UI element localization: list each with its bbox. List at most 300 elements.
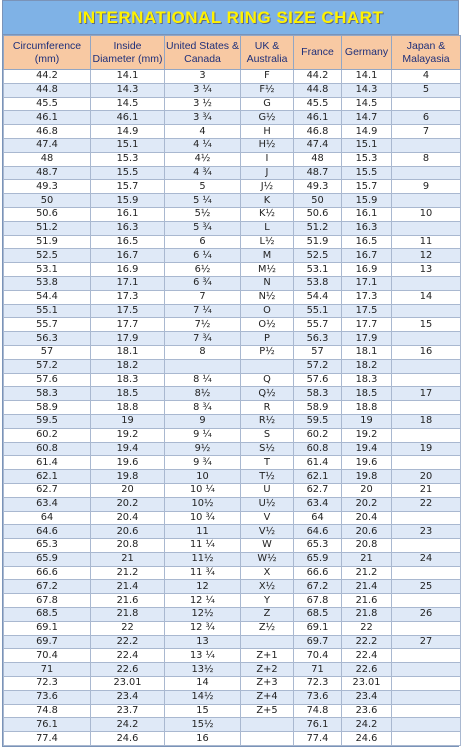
cell-inside-diameter: 23.4 [91, 690, 165, 704]
cell-france: 65.3 [294, 539, 342, 553]
cell-germany: 14.1 [342, 70, 392, 84]
cell-us-canada: 13 [165, 635, 241, 649]
cell-germany: 20.4 [342, 511, 392, 525]
col-header-japan-malayasia: Japan & Malayasia [392, 36, 461, 70]
cell-us-canada: 11 ¾ [165, 566, 241, 580]
cell-japan-malayasia: 19 [392, 442, 461, 456]
table-row [4, 635, 461, 649]
table-row [4, 718, 461, 732]
cell-inside-diameter: 24.2 [91, 718, 165, 732]
cell-germany: 19 [342, 414, 392, 428]
cell-us-canada: 11 ¼ [165, 539, 241, 553]
table-row [4, 483, 461, 497]
cell-circumference: 45.5 [4, 97, 91, 111]
cell-us-canada: 5 [165, 180, 241, 194]
col-header-circumference: Circumference (mm) [4, 36, 91, 70]
cell-inside-diameter: 17.5 [91, 304, 165, 318]
cell-us-canada: 15 [165, 704, 241, 718]
header-row [4, 36, 461, 70]
cell-us-canada: 5 ¼ [165, 194, 241, 208]
table-row [4, 332, 461, 346]
cell-japan-malayasia [392, 332, 461, 346]
table-row [4, 249, 461, 263]
cell-inside-diameter: 14.3 [91, 83, 165, 97]
table-row [4, 732, 461, 746]
cell-france: 59.5 [294, 414, 342, 428]
cell-germany: 20.6 [342, 525, 392, 539]
cell-inside-diameter: 18.5 [91, 387, 165, 401]
cell-germany: 22 [342, 621, 392, 635]
cell-japan-malayasia [392, 649, 461, 663]
table-row [4, 152, 461, 166]
table-row [4, 207, 461, 221]
cell-japan-malayasia [392, 166, 461, 180]
cell-circumference: 54.4 [4, 290, 91, 304]
cell-inside-diameter: 16.9 [91, 263, 165, 277]
cell-us-canada: 8 ¼ [165, 373, 241, 387]
cell-france: 53.8 [294, 276, 342, 290]
cell-japan-malayasia: 17 [392, 387, 461, 401]
cell-japan-malayasia: 5 [392, 83, 461, 97]
cell-germany: 15.5 [342, 166, 392, 180]
cell-france: 69.1 [294, 621, 342, 635]
cell-circumference: 55.1 [4, 304, 91, 318]
cell-japan-malayasia [392, 401, 461, 415]
cell-uk-australia [241, 718, 294, 732]
cell-france: 48.7 [294, 166, 342, 180]
cell-germany: 20 [342, 483, 392, 497]
cell-inside-diameter: 20.4 [91, 511, 165, 525]
cell-us-canada: 14½ [165, 690, 241, 704]
table-row [4, 442, 461, 456]
cell-uk-australia: T½ [241, 470, 294, 484]
cell-uk-australia: O½ [241, 318, 294, 332]
table-row [4, 566, 461, 580]
ring-size-chart [2, 0, 459, 747]
cell-france: 65.9 [294, 552, 342, 566]
table-row [4, 663, 461, 677]
cell-inside-diameter: 15.3 [91, 152, 165, 166]
table-row [4, 525, 461, 539]
cell-germany: 18.1 [342, 345, 392, 359]
cell-uk-australia: X [241, 566, 294, 580]
cell-uk-australia: Z [241, 608, 294, 622]
cell-inside-diameter: 46.1 [91, 111, 165, 125]
cell-us-canada: 12 ¼ [165, 594, 241, 608]
cell-us-canada: 8½ [165, 387, 241, 401]
cell-us-canada: 8 ¾ [165, 401, 241, 415]
cell-us-canada: 11½ [165, 552, 241, 566]
cell-france: 46.1 [294, 111, 342, 125]
cell-us-canada: 4 ¼ [165, 138, 241, 152]
cell-circumference: 65.9 [4, 552, 91, 566]
cell-france: 57.6 [294, 373, 342, 387]
cell-germany: 20.2 [342, 497, 392, 511]
cell-france: 50.6 [294, 207, 342, 221]
cell-japan-malayasia: 11 [392, 235, 461, 249]
table-row [4, 594, 461, 608]
cell-japan-malayasia: 15 [392, 318, 461, 332]
cell-uk-australia: P [241, 332, 294, 346]
cell-us-canada: 11 [165, 525, 241, 539]
cell-france: 52.5 [294, 249, 342, 263]
table-row [4, 138, 461, 152]
cell-france: 51.9 [294, 235, 342, 249]
cell-japan-malayasia: 25 [392, 580, 461, 594]
cell-inside-diameter: 14.1 [91, 70, 165, 84]
cell-germany: 18.5 [342, 387, 392, 401]
cell-japan-malayasia [392, 594, 461, 608]
cell-us-canada: 6 [165, 235, 241, 249]
table-body [4, 70, 461, 746]
cell-germany: 15.7 [342, 180, 392, 194]
cell-us-canada: 12 ¾ [165, 621, 241, 635]
cell-circumference: 61.4 [4, 456, 91, 470]
cell-inside-diameter: 21.8 [91, 608, 165, 622]
cell-france: 66.6 [294, 566, 342, 580]
cell-circumference: 55.7 [4, 318, 91, 332]
table-row [4, 125, 461, 139]
table-row [4, 608, 461, 622]
cell-germany: 21.2 [342, 566, 392, 580]
cell-france: 72.3 [294, 677, 342, 691]
cell-germany: 17.9 [342, 332, 392, 346]
cell-france: 47.4 [294, 138, 342, 152]
cell-japan-malayasia [392, 539, 461, 553]
cell-uk-australia: Z+4 [241, 690, 294, 704]
cell-circumference: 51.9 [4, 235, 91, 249]
cell-us-canada: 13 ¼ [165, 649, 241, 663]
cell-germany: 16.1 [342, 207, 392, 221]
table-row [4, 166, 461, 180]
cell-france: 64.6 [294, 525, 342, 539]
cell-japan-malayasia [392, 511, 461, 525]
cell-uk-australia: Q [241, 373, 294, 387]
chart-title: INTERNATIONAL RING SIZE CHART [3, 1, 458, 35]
cell-japan-malayasia: 26 [392, 608, 461, 622]
table-row [4, 552, 461, 566]
table-row [4, 690, 461, 704]
cell-germany: 16.7 [342, 249, 392, 263]
cell-circumference: 46.1 [4, 111, 91, 125]
cell-inside-diameter: 21.2 [91, 566, 165, 580]
table-row [4, 276, 461, 290]
cell-uk-australia [241, 732, 294, 746]
cell-germany: 22.6 [342, 663, 392, 677]
cell-circumference: 50.6 [4, 207, 91, 221]
cell-japan-malayasia: 24 [392, 552, 461, 566]
cell-circumference: 77.4 [4, 732, 91, 746]
cell-japan-malayasia [392, 276, 461, 290]
cell-germany: 15.1 [342, 138, 392, 152]
cell-uk-australia: Z+2 [241, 663, 294, 677]
cell-circumference: 58.9 [4, 401, 91, 415]
cell-us-canada: 8 [165, 345, 241, 359]
cell-uk-australia: N [241, 276, 294, 290]
cell-uk-australia: J [241, 166, 294, 180]
cell-germany: 22.2 [342, 635, 392, 649]
table-row [4, 456, 461, 470]
cell-inside-diameter: 24.6 [91, 732, 165, 746]
cell-japan-malayasia: 8 [392, 152, 461, 166]
table-row [4, 580, 461, 594]
cell-us-canada: 10 ¼ [165, 483, 241, 497]
cell-uk-australia: Z+3 [241, 677, 294, 691]
table-row [4, 70, 461, 84]
cell-circumference: 68.5 [4, 608, 91, 622]
cell-us-canada: 7 ¾ [165, 332, 241, 346]
cell-japan-malayasia: 14 [392, 290, 461, 304]
cell-us-canada: 9 ¾ [165, 456, 241, 470]
cell-japan-malayasia [392, 621, 461, 635]
table-row [4, 539, 461, 553]
cell-us-canada: 3 ½ [165, 97, 241, 111]
cell-france: 77.4 [294, 732, 342, 746]
cell-germany: 17.1 [342, 276, 392, 290]
cell-circumference: 72.3 [4, 677, 91, 691]
cell-us-canada: 10 [165, 470, 241, 484]
cell-germany: 24.2 [342, 718, 392, 732]
cell-circumference: 60.8 [4, 442, 91, 456]
cell-france: 55.7 [294, 318, 342, 332]
cell-japan-malayasia [392, 428, 461, 442]
col-header-france: France [294, 36, 342, 70]
cell-us-canada: 16 [165, 732, 241, 746]
col-header-inside-diameter: Inside Diameter (mm) [91, 36, 165, 70]
cell-circumference: 50 [4, 194, 91, 208]
cell-uk-australia: K [241, 194, 294, 208]
cell-japan-malayasia: 10 [392, 207, 461, 221]
cell-circumference: 60.2 [4, 428, 91, 442]
cell-inside-diameter: 20 [91, 483, 165, 497]
cell-inside-diameter: 22 [91, 621, 165, 635]
cell-germany: 23.6 [342, 704, 392, 718]
cell-inside-diameter: 15.1 [91, 138, 165, 152]
table-row [4, 180, 461, 194]
cell-uk-australia: I [241, 152, 294, 166]
cell-france: 55.1 [294, 304, 342, 318]
cell-uk-australia: M [241, 249, 294, 263]
table-row [4, 290, 461, 304]
cell-uk-australia: Z+1 [241, 649, 294, 663]
cell-france: 46.8 [294, 125, 342, 139]
cell-uk-australia [241, 359, 294, 373]
cell-circumference: 56.3 [4, 332, 91, 346]
cell-circumference: 48.7 [4, 166, 91, 180]
cell-circumference: 70.4 [4, 649, 91, 663]
cell-germany: 14.3 [342, 83, 392, 97]
cell-inside-diameter: 16.7 [91, 249, 165, 263]
table-row [4, 359, 461, 373]
cell-france: 69.7 [294, 635, 342, 649]
cell-uk-australia: P½ [241, 345, 294, 359]
cell-inside-diameter: 22.6 [91, 663, 165, 677]
cell-france: 57.2 [294, 359, 342, 373]
cell-us-canada: 7 [165, 290, 241, 304]
cell-germany: 16.3 [342, 221, 392, 235]
table-row [4, 97, 461, 111]
cell-japan-malayasia: 21 [392, 483, 461, 497]
cell-inside-diameter: 17.9 [91, 332, 165, 346]
cell-japan-malayasia: 20 [392, 470, 461, 484]
cell-circumference: 62.1 [4, 470, 91, 484]
cell-japan-malayasia [392, 677, 461, 691]
cell-inside-diameter: 21.4 [91, 580, 165, 594]
cell-uk-australia: J½ [241, 180, 294, 194]
cell-uk-australia: V [241, 511, 294, 525]
size-table [3, 35, 461, 746]
table-row [4, 83, 461, 97]
cell-circumference: 53.1 [4, 263, 91, 277]
cell-circumference: 74.8 [4, 704, 91, 718]
cell-germany: 16.5 [342, 235, 392, 249]
cell-germany: 17.7 [342, 318, 392, 332]
cell-france: 58.9 [294, 401, 342, 415]
cell-japan-malayasia [392, 566, 461, 580]
cell-japan-malayasia [392, 97, 461, 111]
cell-japan-malayasia [392, 690, 461, 704]
cell-japan-malayasia [392, 221, 461, 235]
cell-circumference: 67.8 [4, 594, 91, 608]
cell-uk-australia: Y [241, 594, 294, 608]
cell-japan-malayasia [392, 732, 461, 746]
cell-japan-malayasia: 23 [392, 525, 461, 539]
cell-japan-malayasia: 18 [392, 414, 461, 428]
table-row [4, 497, 461, 511]
cell-us-canada: 4½ [165, 152, 241, 166]
cell-uk-australia [241, 635, 294, 649]
cell-germany: 20.8 [342, 539, 392, 553]
cell-germany: 14.9 [342, 125, 392, 139]
cell-us-canada: 3 ¼ [165, 83, 241, 97]
cell-inside-diameter: 15.7 [91, 180, 165, 194]
cell-circumference: 44.2 [4, 70, 91, 84]
table-row [4, 511, 461, 525]
cell-germany: 21.4 [342, 580, 392, 594]
cell-france: 63.4 [294, 497, 342, 511]
cell-france: 50 [294, 194, 342, 208]
cell-france: 48 [294, 152, 342, 166]
cell-circumference: 71 [4, 663, 91, 677]
table-row [4, 621, 461, 635]
cell-france: 44.8 [294, 83, 342, 97]
cell-us-canada: 6 ¾ [165, 276, 241, 290]
cell-germany: 17.5 [342, 304, 392, 318]
cell-circumference: 53.8 [4, 276, 91, 290]
cell-us-canada: 4 ¾ [165, 166, 241, 180]
cell-germany: 23.4 [342, 690, 392, 704]
cell-france: 71 [294, 663, 342, 677]
cell-us-canada: 5 ¾ [165, 221, 241, 235]
cell-circumference: 51.2 [4, 221, 91, 235]
cell-inside-diameter: 19 [91, 414, 165, 428]
cell-germany: 21.8 [342, 608, 392, 622]
cell-germany: 14.5 [342, 97, 392, 111]
cell-inside-diameter: 14.9 [91, 125, 165, 139]
cell-uk-australia: Z+5 [241, 704, 294, 718]
cell-france: 64 [294, 511, 342, 525]
cell-france: 51.2 [294, 221, 342, 235]
cell-inside-diameter: 17.1 [91, 276, 165, 290]
cell-uk-australia: W [241, 539, 294, 553]
cell-france: 54.4 [294, 290, 342, 304]
cell-circumference: 48 [4, 152, 91, 166]
cell-us-canada: 12½ [165, 608, 241, 622]
table-row [4, 470, 461, 484]
cell-uk-australia: W½ [241, 552, 294, 566]
cell-inside-diameter: 16.1 [91, 207, 165, 221]
cell-uk-australia: G½ [241, 111, 294, 125]
cell-us-canada: 12 [165, 580, 241, 594]
cell-germany: 19.8 [342, 470, 392, 484]
cell-germany: 21.6 [342, 594, 392, 608]
cell-inside-diameter: 20.6 [91, 525, 165, 539]
cell-uk-australia: X½ [241, 580, 294, 594]
cell-japan-malayasia [392, 704, 461, 718]
cell-japan-malayasia [392, 718, 461, 732]
table-row [4, 304, 461, 318]
cell-france: 60.8 [294, 442, 342, 456]
cell-uk-australia: S [241, 428, 294, 442]
table-row [4, 235, 461, 249]
cell-us-canada: 15½ [165, 718, 241, 732]
cell-france: 68.5 [294, 608, 342, 622]
cell-france: 57 [294, 345, 342, 359]
cell-us-canada: 10½ [165, 497, 241, 511]
cell-uk-australia: Z½ [241, 621, 294, 635]
cell-germany: 24.6 [342, 732, 392, 746]
table-row [4, 345, 461, 359]
cell-france: 44.2 [294, 70, 342, 84]
cell-germany: 16.9 [342, 263, 392, 277]
table-row [4, 677, 461, 691]
cell-circumference: 69.1 [4, 621, 91, 635]
cell-circumference: 64 [4, 511, 91, 525]
cell-circumference: 66.6 [4, 566, 91, 580]
cell-circumference: 57.2 [4, 359, 91, 373]
table-row [4, 387, 461, 401]
cell-france: 53.1 [294, 263, 342, 277]
cell-circumference: 57.6 [4, 373, 91, 387]
cell-japan-malayasia [392, 304, 461, 318]
cell-us-canada: 4 [165, 125, 241, 139]
table-row [4, 263, 461, 277]
cell-circumference: 57 [4, 345, 91, 359]
cell-inside-diameter: 16.5 [91, 235, 165, 249]
cell-france: 74.8 [294, 704, 342, 718]
cell-circumference: 73.6 [4, 690, 91, 704]
cell-france: 62.1 [294, 470, 342, 484]
cell-us-canada: 13½ [165, 663, 241, 677]
table-row [4, 221, 461, 235]
table-row [4, 428, 461, 442]
cell-germany: 19.2 [342, 428, 392, 442]
cell-germany: 15.3 [342, 152, 392, 166]
cell-uk-australia: N½ [241, 290, 294, 304]
cell-inside-diameter: 19.2 [91, 428, 165, 442]
cell-uk-australia: F [241, 70, 294, 84]
cell-inside-diameter: 21 [91, 552, 165, 566]
cell-circumference: 46.8 [4, 125, 91, 139]
cell-japan-malayasia: 4 [392, 70, 461, 84]
cell-circumference: 44.8 [4, 83, 91, 97]
table-row [4, 414, 461, 428]
cell-france: 61.4 [294, 456, 342, 470]
cell-us-canada: 6½ [165, 263, 241, 277]
cell-germany: 21 [342, 552, 392, 566]
cell-uk-australia: R½ [241, 414, 294, 428]
col-header-uk-australia: UK & Australia [241, 36, 294, 70]
